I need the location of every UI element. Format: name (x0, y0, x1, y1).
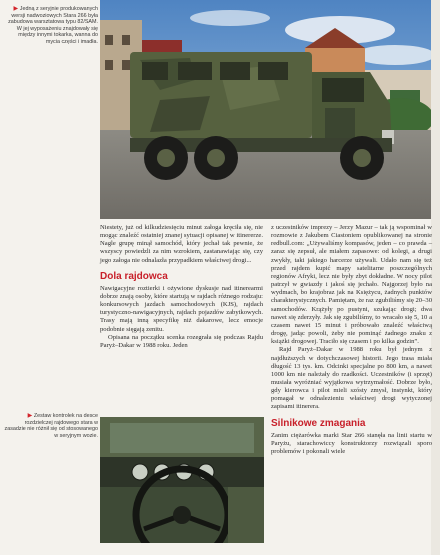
column-left (100, 224, 263, 350)
caption-dashboard-text: Zestaw kontrolek na desce rozdzielczej rajdowego stara w zasadzie nie różnił się od stosowanego w seryjnym wozie. (4, 413, 98, 439)
dashboard-photo (100, 417, 264, 543)
caption-dashboard (4, 413, 98, 439)
caption-marker-icon: ▶ (13, 6, 20, 12)
paragraph: Nawigacyjne roztierki i ożywione dyskusje nad itinerearmi dobrze znają osoby, które startują w rajdach różnego rodzaju: konkursowych jazdach samochodowych (KJS), rajdach turystyczno-nawigacyjnych, rajdach pojazdów zabytkowych. Trasy mają inną specyfikę niż dakarowe, lecz emocje podobnie sięgają zenitu. (100, 284, 263, 333)
paragraph: Zanim ciężarówka marki Star 266 stanęła na linii startu w Paryżu, starachowiccy konstruktorzy rozwiązali sporo problemów i pokonali wiele (271, 431, 432, 455)
page-edge (431, 0, 440, 555)
column-right (271, 224, 432, 456)
paragraph: Niestety, już od kilkudziesięciu minut załoga kręciła się, nie mogąc znaleźć ostatniej znanej sytuacji opisanej w itinererze. Nagle grupę minął samochód, który jechał tak pewnie, że wszyscy powiedzli za nim wzrokiem, zastanawiając się, czy jego załoga nie odnalazła przypadkiem właściwej drogi... (100, 224, 263, 264)
caption-truck (4, 6, 98, 46)
truck-photo (100, 0, 431, 219)
paragraph: z uczestników imprezy – Jerzy Mazur – tak ją wspominał w rozmowie z Jakubem Ciastoniem opublikowanej na stronie redbull.com: „Używaliśmy kompasów, jeden – co prawda – zaraz się zepsuł, ale miałem zapasowe: od kolegi, a drugi zwykły, taki jakiego harcerze używali. Udało nam się też przed rajdem kupić mapy satelitarne poszczególnych regionów Afryki, lecz nie były zbyt dokładne. W nocy pilot patrzył w gwiazdy i jakoś się jechało. Najgorzej było na wydmach, bo krajobraz jak na Księżycu, żadnych punktów charakterystycznych. Pamiętam, że raz zgubiliśmy się 20–30 samochodów. Krążyły po pustyni, szukając drogi; dwa nawet się zderzyły. Jak się zgubiliśmy, to wracało się 5, 10 a czasem nawet 15 minut i próbowało znaleźć właściwą drogę, jadąc powoli, żeby nie pominąć żadnego znaku z książki drogowej. Traciło się czasem i po kilka godzin”. (271, 224, 432, 346)
caption-truck-text: Jedną z seryjnie produkowanych wersji nadwoziowych Stara 266 była zabudowa warsztatowa typu 82/SAM. W jej wyposażeniu znajdowały się między innymi tokarka, wanna do mycia części i imadła. (8, 6, 98, 45)
paragraph: Opisana na początku scenka rozegrała się podczas Rajdu Paryż–Dakar w 1988 roku. Jeden (100, 333, 263, 349)
section-heading-silnikowe-zmagania: Silnikowe zmagania (271, 417, 366, 429)
caption-marker-icon: ▶ (27, 413, 34, 419)
section-heading-dola-rajdowca: Dola rajdowca (100, 270, 168, 282)
paragraph: Rajd Paryż–Dakar w 1988 roku był jednym z najdłuższych w dotychczasowej historii. Jego trasa miała długość 13 tys. km. Odcinki specjalne po 800 km, a nawet 1000 km nie należały do rzadkości. Uczestników (i sprzęt) musiała wyróżniać wyjątkowa wytrzymałość. Dobrze było, gdy kierowca i pilot mieli szósty zmysł, instynkt, który pomagał w odnalezieniu właściwej drogi wytyczonej zapisami itinerera. (271, 346, 432, 411)
